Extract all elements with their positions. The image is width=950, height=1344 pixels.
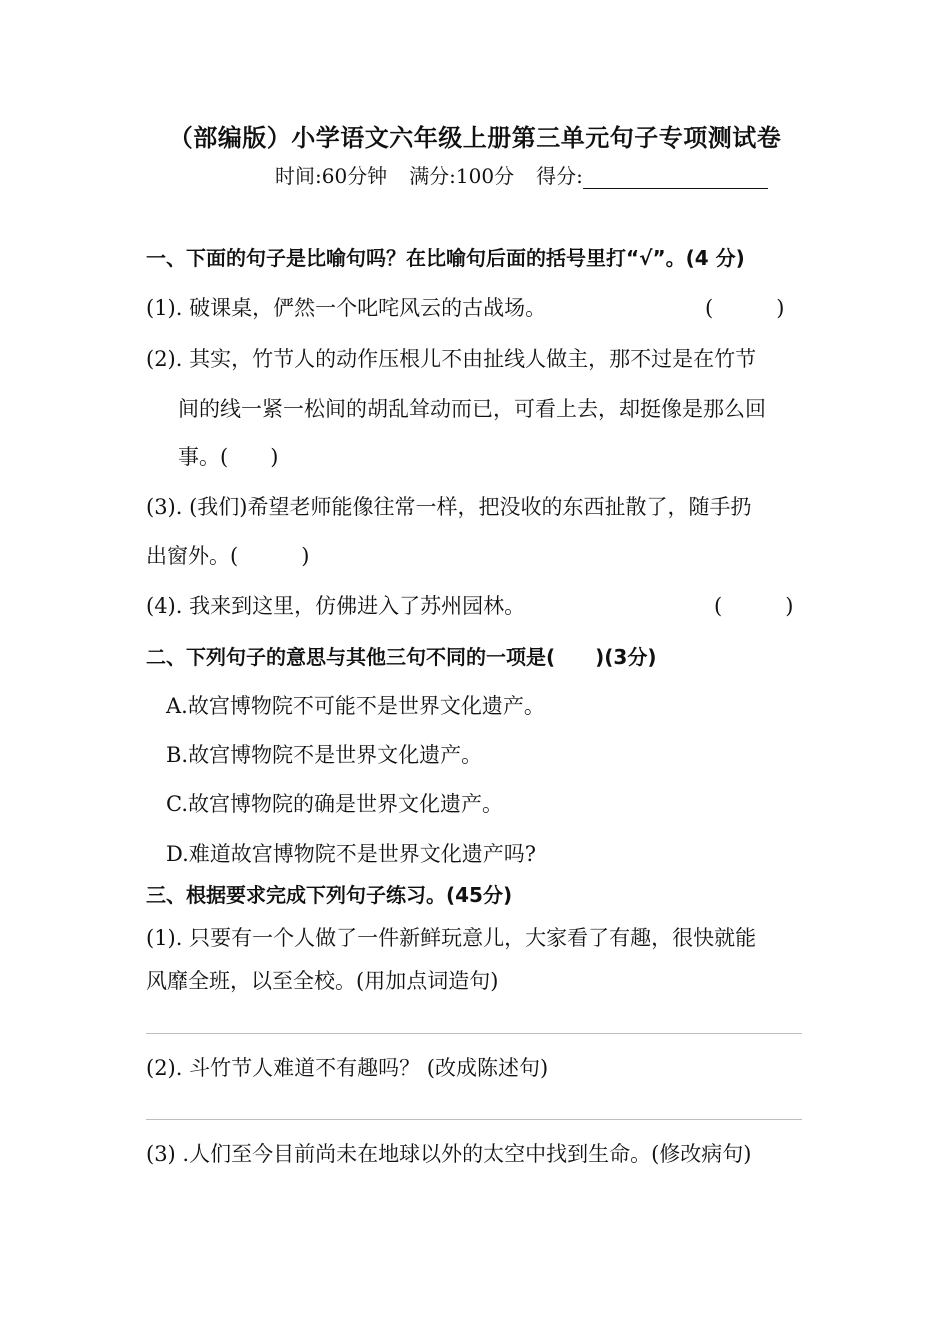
- section-2-heading: 二、下列句子的意思与其他三句不同的一项是( )(3分): [146, 645, 657, 669]
- s1-question-3-line-2: 出窗外。( ): [146, 544, 310, 568]
- s1-question-2-line-2: 间的线一紧一松间的胡乱耸动而已，可看上去，却挺像是那么回: [178, 397, 766, 421]
- s1-q4-answer-paren[interactable]: ( ): [714, 594, 794, 618]
- time-label: 时间:60分钟: [275, 164, 388, 188]
- s2-option-a: A.故宫博物院不可能不是世界文化遗产。: [166, 694, 545, 718]
- s3-question-1-line-2: 风靡全班，以至全校。(用加点词造句): [146, 969, 499, 993]
- exam-meta: [275, 160, 768, 189]
- s3-q1-answer-line[interactable]: [146, 1033, 802, 1034]
- s3-q2-answer-line[interactable]: [146, 1119, 802, 1120]
- s1-question-1: (1). 破课桌，俨然一个叱咤风云的古战场。: [146, 296, 547, 320]
- s1-question-2-line-1: (2). 其实，竹节人的动作压根儿不由扯线人做主，那不过是在竹节: [146, 347, 757, 371]
- s1-question-4: (4). 我来到这里，仿佛进入了苏州园林。: [146, 594, 526, 618]
- full-score-label: 满分:100分: [409, 164, 515, 188]
- score-label: 得分:: [536, 164, 583, 188]
- s3-question-1-line-1: (1). 只要有一个人做了一件新鲜玩意儿，大家看了有趣，很快就能: [146, 926, 757, 950]
- s3-question-2: (2). 斗竹节人难道不有趣吗？ (改成陈述句): [146, 1056, 549, 1080]
- page-title: （部编版）小学语文六年级上册第三单元句子专项测试卷: [168, 124, 782, 152]
- s2-option-c: C.故宫博物院的确是世界文化遗产。: [166, 792, 503, 816]
- s1-question-2-line-3: 事。( ): [178, 445, 279, 469]
- s1-q1-answer-paren[interactable]: ( ): [705, 296, 785, 320]
- s2-option-b: B.故宫博物院不是世界文化遗产。: [166, 743, 483, 767]
- score-blank[interactable]: [583, 168, 768, 189]
- section-3-heading: 三、根据要求完成下列句子练习。(45分): [146, 883, 513, 907]
- section-1-heading: 一、下面的句子是比喻句吗？在比喻句后面的括号里打“√”。(4 分): [146, 246, 745, 270]
- s2-option-d: D.难道故宫博物院不是世界文化遗产吗?: [166, 842, 537, 866]
- s1-question-3-line-1: (3). (我们)希望老师能像往常一样，把没收的东西扯散了，随手扔: [146, 495, 752, 519]
- s3-question-3: (3) .人们至今目前尚未在地球以外的太空中找到生命。(修改病句): [146, 1142, 752, 1166]
